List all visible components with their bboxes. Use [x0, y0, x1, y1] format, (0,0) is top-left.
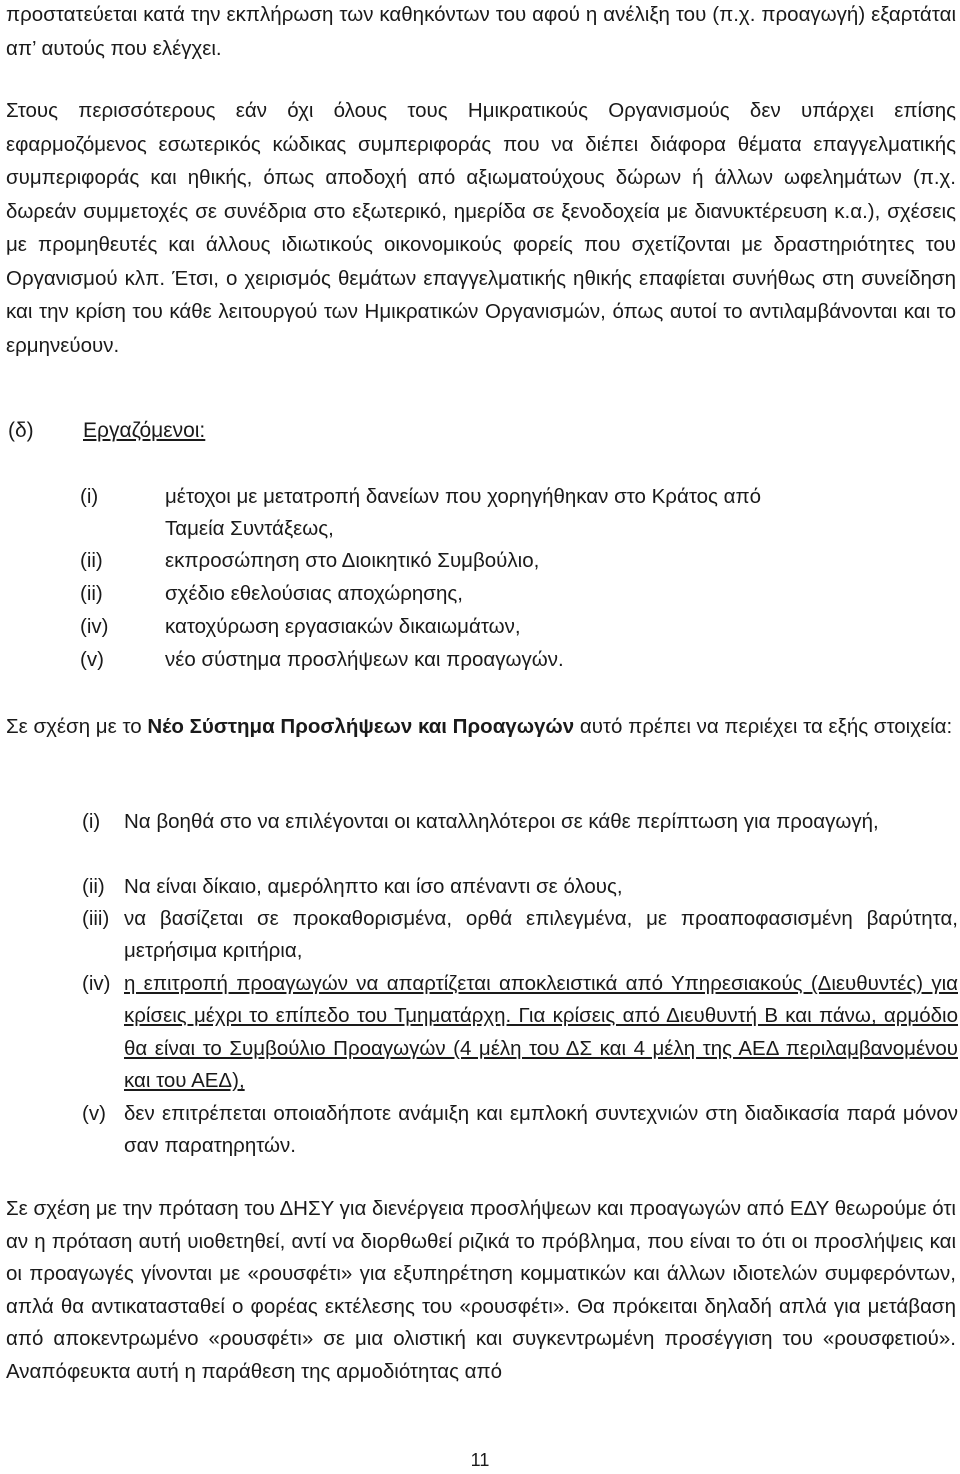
section-label: (δ) — [8, 419, 34, 442]
page-number: 11 — [470, 1450, 490, 1470]
list-item-number: (v) — [80, 648, 104, 671]
list-item-number: (ii) — [80, 549, 103, 572]
new-system-title: Νέο Σύστημα Προσλήψεων και Προαγωγών — [147, 715, 575, 738]
list-item-number: (ii) — [80, 582, 103, 605]
list-item-number: (iii) — [82, 907, 110, 930]
list-item-number: (iv) — [80, 615, 109, 638]
list-item-text: κατοχύρωση εργασιακών δικαιωμάτων, — [165, 615, 521, 638]
intro-paragraph: προστατεύεται κατά την εκπλήρωση των καθηκόντων του αφού η ανέλιξη του (π.χ. προαγωγή) εξαρτάται απ’ αυτούς που ελέγχει. — [6, 3, 956, 60]
intro-text-post: αυτό πρέπει να περιέχει τα εξής στοιχεία: — [574, 715, 953, 738]
list-item-text: σχέδιο εθελούσιας αποχώρησης, — [165, 582, 463, 605]
section-title: Εργαζόμενοι: — [83, 419, 206, 442]
intro-text-pre: Σε σχέση με το — [6, 715, 148, 738]
new-system-intro — [6, 710, 956, 744]
list-item-text: Να είναι δίκαιο, αμερόληπτο και ίσο απέναντι σε όλους, — [124, 875, 623, 898]
list-item-number: (iv) — [82, 972, 111, 995]
list-item-text: εκπροσώπηση στο Διοικητικό Συμβούλιο, — [165, 549, 540, 572]
list-item-text: να βασίζεται σε προκαθορισμένα, ορθά επιλεγμένα, με προαποφασισμένη βαρύτητα, μετρήσιμα κριτήρια, — [124, 907, 958, 963]
list-item-number: (i) — [82, 810, 101, 833]
list-item-text: νέο σύστημα προσλήψεων και προαγωγών. — [165, 648, 564, 671]
list-item-number: (i) — [80, 485, 99, 508]
list-item-number: (ii) — [82, 875, 105, 898]
code-of-conduct-paragraph: Στους περισσότερους εάν όχι όλους τους Ημικρατικούς Οργανισμούς δεν υπάρχει επίσης εφαρμοζόμενος εσωτερικός κώδικας συμπεριφοράς που να διέπει διάφορα θέματα επαγγελματικής συμπεριφοράς και ηθικής, όπως αποδοχή από αξιωματούχους δώρων ή άλλων ωφελημάτων (π.χ. δωρεάν συμμετοχές σε συνέδρια στο εξωτερικό, ημερίδα σε ξενοδοχεία με διανυκτέρευση κ.α.), σχέσεις με προμηθευτές και άλλους ιδιωτικούς οικονομικούς φορείς που σχετίζονται με δραστηριότητες του Οργανισμού κλπ. Έτσι, ο χειρισμός θεμάτων επαγγελματικής ηθικής επαφίεται συνήθως στη συνείδηση και την κρίση του κάθε λειτουργού των Ημικρατικών Οργανισμών, όπως αυτοί το αντιλαμβάνονται και το ερμηνεύουν. — [6, 99, 956, 357]
list-item-text: η επιτροπή προαγωγών να απαρτίζεται αποκλειστικά από Υπηρεσιακούς (Διευθυντές) για κρίσεις μέχρι το επίπεδο του Τμηματάρχη. Για κρίσεις από Διευθυντή Β και πάνω, αρμόδιο θα είναι το Συμβούλιο Προαγωγών (4 μέλη του ΔΣ και 4 μέλη της ΑΕΔ περιλαμβανομένου και του ΑΕΔ), — [124, 972, 958, 1093]
list-item-text: μέτοχοι με μετατροπή δανείων που χορηγήθηκαν στο Κράτος από — [165, 485, 762, 508]
proposal-paragraph: Σε σχέση με την πρόταση του ΔΗΣΥ για διενέργεια προσλήψεων και προαγωγών από ΕΔΥ θεωρούμε ότι αν η πρόταση αυτή υιοθετηθεί, αντί να διορθωθεί ριζικά το πρόβλημα, που είναι το ότι οι προσλήψεις και οι προαγωγές γίνονται με «ρουσφέτι» για εξυπηρέτηση κομματικών και άλλων ιδιοτελών συμφερόντων, απλά θα αντικατασταθεί ο φορέας εκτέλεσης του «ρουσφέτι». Θα πρόκειται δηλαδή απλά για μετάβαση από αποκεντρωμένο «ρουσφέτι» σε μια ολιστική και συγκεντρωμένη προσέγγιση του «ρουσφετιού». Αναπόφευκτα αυτή η παράθεση της αρμοδιότητας από — [6, 1197, 956, 1383]
list-item-text: Να βοηθά στο να επιλέγονται οι καταλληλότεροι σε κάθε περίπτωση για προαγωγή, — [124, 810, 879, 833]
list-item-number: (v) — [82, 1102, 106, 1125]
list-item-text: Ταμεία Συντάξεως, — [165, 517, 334, 540]
list-item-text: δεν επιτρέπεται οποιαδήποτε ανάμιξη και εμπλοκή συντεχνιών στη διαδικασία παρά μόνον σαν παρατηρητών. — [124, 1102, 958, 1158]
